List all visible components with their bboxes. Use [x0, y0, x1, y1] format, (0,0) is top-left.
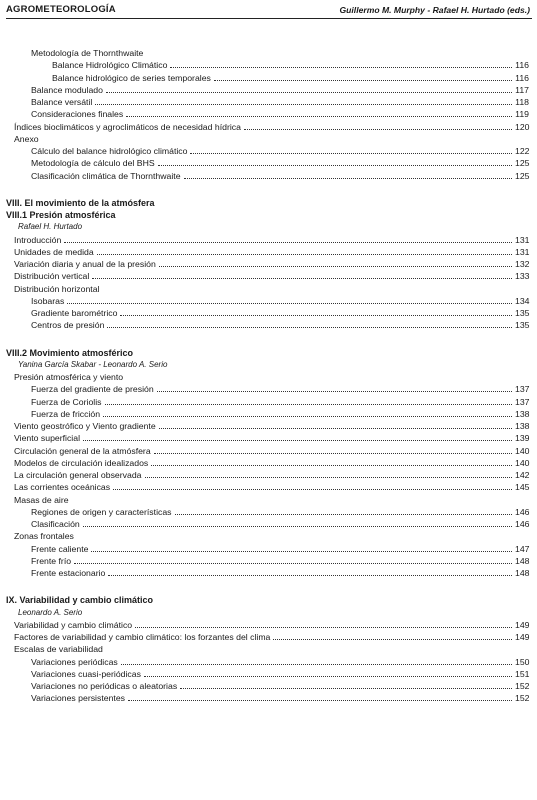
- dot-leader: [190, 153, 512, 154]
- toc-page-number: 152: [515, 693, 530, 704]
- dot-leader: [128, 700, 512, 701]
- dot-leader: [159, 266, 512, 267]
- toc-entry-label: Índices bioclimáticos y agroclimáticos de necesidad hídrica: [14, 121, 241, 132]
- dot-leader: [145, 477, 513, 478]
- toc-page-number: 146: [515, 506, 530, 517]
- toc-group-label: Anexo: [14, 133, 39, 144]
- toc-row: [0, 246, 537, 258]
- toc-group-label: Distribución horizontal: [14, 283, 100, 294]
- dot-leader: [107, 327, 512, 328]
- toc-row: [0, 383, 537, 395]
- toc-page-number: 116: [515, 72, 529, 83]
- toc-row: [0, 668, 537, 680]
- toc-group-label: Escalas de variabilidad: [14, 644, 103, 655]
- toc-page-number: 149: [515, 619, 530, 630]
- dot-leader: [184, 178, 512, 179]
- toc-entry[interactable]: [31, 692, 529, 704]
- toc-entry-label: Clasificación climática de Thornthwaite: [31, 170, 181, 181]
- dot-leader: [159, 428, 512, 429]
- toc-entry[interactable]: [31, 408, 529, 420]
- toc-entry-label: Frente frío: [31, 555, 72, 566]
- toc-row: [0, 481, 537, 493]
- toc-entry[interactable]: [31, 84, 529, 96]
- toc-row: [0, 692, 537, 704]
- toc-entry[interactable]: [14, 619, 529, 631]
- toc-page-number: 149: [515, 632, 530, 642]
- toc-row: [0, 567, 537, 579]
- toc-page-number: 150: [515, 656, 530, 667]
- toc-entry-label: Variaciones cuasi-periódicas: [31, 668, 141, 679]
- chapter-heading[interactable]: IX. Variabilidad y cambio climático: [6, 595, 154, 606]
- toc-entry-label: Frente estacionario: [31, 568, 106, 578]
- toc-entry[interactable]: [31, 145, 529, 157]
- toc-page-number: 152: [515, 681, 530, 691]
- dot-leader: [151, 465, 512, 466]
- toc-entry[interactable]: [31, 396, 529, 408]
- dot-leader: [180, 688, 512, 689]
- dot-leader: [74, 563, 512, 564]
- toc-entry-label: Circulación general de la atmósfera: [14, 445, 151, 456]
- dot-leader: [126, 116, 512, 117]
- toc-entry-label: Variación diaria y anual de la presión: [14, 259, 156, 269]
- toc-entry-label: Metodología de cálculo del BHS: [31, 158, 155, 169]
- toc-entry-label: Unidades de medida: [14, 246, 94, 257]
- dot-leader: [106, 92, 512, 93]
- toc-page-number: 137: [515, 384, 530, 395]
- toc-entry[interactable]: [14, 234, 529, 246]
- dot-leader: [91, 551, 512, 552]
- toc-row: [0, 59, 537, 71]
- toc-page-number: 140: [515, 445, 530, 456]
- toc-entry[interactable]: [31, 555, 529, 567]
- toc-row: [0, 530, 537, 542]
- toc-entry[interactable]: [31, 96, 529, 108]
- toc-page-number: 137: [515, 396, 530, 407]
- toc-entry[interactable]: [14, 469, 529, 481]
- toc-group-label: Presión atmosférica y viento: [14, 372, 124, 382]
- toc-row: [0, 396, 537, 408]
- toc-row: [0, 469, 537, 481]
- toc-row: [0, 258, 537, 270]
- toc-group-label: Masas de aire: [14, 494, 69, 505]
- toc-entry-label: Regiones de origen y características: [31, 506, 172, 517]
- dot-leader: [158, 165, 512, 166]
- toc-row: [0, 96, 537, 108]
- toc-entry-label: Las corrientes oceánicas: [14, 482, 111, 493]
- toc-entry-label: Modelos de circulación idealizados: [14, 457, 149, 468]
- chapter-heading[interactable]: VIII.1 Presión atmosférica: [6, 210, 116, 220]
- toc-page-number: 142: [515, 470, 530, 480]
- dot-leader: [135, 627, 512, 628]
- toc-entry-label: Balance hidrológico de series temporales: [52, 72, 211, 83]
- toc-entry[interactable]: [31, 383, 529, 395]
- toc-row: [0, 408, 537, 420]
- toc-row: [0, 221, 537, 233]
- toc-page-number: 140: [515, 457, 530, 468]
- toc-page-number: 138: [515, 408, 530, 419]
- toc-row: [0, 518, 537, 530]
- toc-page-number: 122: [515, 146, 530, 156]
- dot-leader: [92, 278, 512, 279]
- toc-entry[interactable]: [14, 631, 529, 643]
- toc-entry-label: Fuerza de Coriolis: [31, 396, 102, 407]
- dot-leader: [83, 440, 512, 441]
- toc-entry[interactable]: [31, 157, 529, 169]
- dot-leader: [244, 129, 512, 130]
- toc-entry-label: Viento superficial: [14, 433, 81, 444]
- dot-leader: [95, 104, 512, 105]
- toc-page-number: 135: [515, 308, 530, 318]
- toc-entry[interactable]: [14, 270, 529, 282]
- dot-leader: [120, 315, 512, 316]
- dot-leader: [273, 639, 512, 640]
- toc-row: [0, 594, 537, 606]
- toc-entry[interactable]: [14, 258, 529, 270]
- toc-page-number: 119: [515, 109, 529, 120]
- toc-entry-label: Balance versátil: [31, 97, 93, 107]
- toc-row: [0, 84, 537, 96]
- toc-entry-label: Variabilidad y cambio climático: [14, 619, 133, 630]
- toc-entry[interactable]: [14, 420, 529, 432]
- dot-leader: [108, 575, 512, 576]
- toc-page-number: 120: [515, 121, 530, 132]
- toc-page-number: 134: [515, 295, 530, 306]
- toc-group-label: Metodología de Thornthwaite: [31, 48, 144, 58]
- toc-entry-label: Introducción: [14, 234, 62, 245]
- dot-leader: [97, 254, 512, 255]
- dot-leader: [154, 453, 512, 454]
- toc-row: [0, 295, 537, 307]
- toc-row: [0, 432, 537, 444]
- toc-entry[interactable]: [31, 319, 529, 331]
- toc-entry[interactable]: [31, 656, 529, 668]
- toc-row: [0, 209, 537, 221]
- toc-entry-label: Centros de presión: [31, 320, 105, 331]
- toc-entry-label: Frente caliente: [31, 543, 89, 554]
- toc-entry-label: Fuerza de fricción: [31, 408, 101, 419]
- toc-entry[interactable]: [31, 518, 529, 530]
- toc-entry-label: Distribución vertical: [14, 271, 90, 282]
- toc-entry-label: Variaciones persistentes: [31, 693, 126, 704]
- chapter-heading[interactable]: VIII. El movimiento de la atmósfera: [6, 197, 155, 208]
- toc-row: [0, 619, 537, 631]
- chapter-author: Rafael H. Hurtado: [18, 222, 83, 232]
- toc-entry[interactable]: [14, 432, 529, 444]
- toc-entry-label: La circulación general observada: [14, 470, 142, 480]
- toc-page-number: 117: [515, 84, 529, 95]
- toc-row: [0, 607, 537, 619]
- toc-row: [0, 108, 537, 120]
- toc-row: [0, 283, 537, 295]
- toc-group-label: Zonas frontales: [14, 531, 74, 542]
- toc-row: [0, 631, 537, 643]
- toc-row: [0, 121, 537, 133]
- toc-page-number: 138: [515, 421, 530, 431]
- dot-leader: [121, 664, 512, 665]
- toc-entry-label: Variaciones periódicas: [31, 656, 118, 667]
- toc-entry-label: Fuerza del gradiente de presión: [31, 384, 154, 395]
- toc-entry[interactable]: [52, 59, 529, 71]
- toc-page-number: 147: [515, 543, 530, 554]
- toc-entry-label: Balance Hidrológico Climático: [52, 60, 168, 71]
- toc-page-number: 135: [515, 320, 530, 331]
- toc-page-number: 116: [515, 60, 529, 71]
- toc-entry[interactable]: [31, 680, 529, 692]
- toc-row: [0, 555, 537, 567]
- dot-leader: [103, 416, 512, 417]
- toc-row: [0, 543, 537, 555]
- toc-entry[interactable]: [14, 481, 529, 493]
- toc-entry[interactable]: [31, 170, 529, 182]
- toc-entry[interactable]: [31, 295, 529, 307]
- toc-row: [0, 234, 537, 246]
- toc-entry-label: Gradiente barométrico: [31, 308, 118, 318]
- dot-leader: [67, 303, 512, 304]
- toc-entry[interactable]: [14, 246, 529, 258]
- toc-entry[interactable]: [31, 307, 529, 319]
- toc-entry[interactable]: [31, 506, 529, 518]
- toc-row: [0, 445, 537, 457]
- toc-row: [0, 656, 537, 668]
- toc-row: [0, 457, 537, 469]
- chapter-author: Leonardo A. Serio: [18, 607, 83, 617]
- toc-row: [0, 680, 537, 692]
- toc-page-number: 145: [515, 482, 530, 493]
- toc-entry-label: Consideraciones finales: [31, 109, 124, 120]
- toc-entry[interactable]: [14, 121, 529, 133]
- chapter-heading[interactable]: VIII.2 Movimiento atmosférico: [6, 347, 134, 358]
- toc-entry-label: Variaciones no periódicas o aleatorias: [31, 681, 178, 691]
- dot-leader: [64, 242, 512, 243]
- toc-entry[interactable]: [31, 108, 529, 120]
- toc-row: [0, 133, 537, 145]
- toc-entry-label: Isobaras: [31, 295, 65, 306]
- toc-page-number: 118: [515, 97, 529, 107]
- dot-leader: [113, 489, 512, 490]
- toc-page-number: 148: [515, 555, 530, 566]
- dot-leader: [175, 514, 512, 515]
- toc-page-number: 125: [515, 170, 530, 181]
- toc-page-number: 131: [515, 246, 530, 257]
- toc-row: [0, 347, 537, 359]
- toc-entry-label: Balance modulado: [31, 84, 103, 95]
- toc-row: [0, 47, 537, 59]
- toc-page-number: 148: [515, 568, 530, 578]
- toc-row: [0, 270, 537, 282]
- toc-row: [0, 494, 537, 506]
- toc-row: [0, 359, 537, 371]
- toc-entry-label: Clasificación: [31, 519, 80, 529]
- toc-entry-label: Cálculo del balance hidrológico climático: [31, 146, 188, 156]
- toc-entry-label: Viento geostrófico y Viento gradiente: [14, 421, 156, 431]
- toc-entry[interactable]: [31, 567, 529, 579]
- toc-page-number: 125: [515, 158, 530, 169]
- toc-page-number: 151: [515, 668, 530, 679]
- running-head-title: AGROMETEOROLOGÍA: [6, 4, 116, 15]
- toc-row: [0, 72, 537, 84]
- toc-page-number: 146: [515, 519, 530, 529]
- toc-page-number: 139: [515, 433, 530, 444]
- toc-row: [0, 307, 537, 319]
- dot-leader: [105, 404, 513, 405]
- dot-leader: [83, 526, 512, 527]
- toc-row: [0, 170, 537, 182]
- toc-row: [0, 145, 537, 157]
- toc-row: [0, 157, 537, 169]
- toc-page-number: 131: [515, 234, 530, 245]
- toc-row: [0, 319, 537, 331]
- dot-leader: [170, 67, 512, 68]
- toc-entry[interactable]: [52, 72, 529, 84]
- toc-entry[interactable]: [31, 543, 529, 555]
- chapter-author: Yanina García Skabar - Leonardo A. Serio: [18, 359, 168, 369]
- toc-row: [0, 506, 537, 518]
- toc-row: [0, 371, 537, 383]
- toc-page-number: 132: [515, 259, 530, 269]
- running-head-editors: Guillermo M. Murphy - Rafael H. Hurtado (eds.): [339, 5, 530, 15]
- toc-entry[interactable]: [14, 457, 529, 469]
- dot-leader: [144, 676, 512, 677]
- toc-entry[interactable]: [14, 445, 529, 457]
- toc-entry-label: Factores de variabilidad y cambio climático: los forzantes del clima: [14, 632, 271, 642]
- dot-leader: [157, 391, 512, 392]
- dot-leader: [214, 80, 512, 81]
- toc-entry[interactable]: [31, 668, 529, 680]
- toc-row: [0, 643, 537, 655]
- toc-page-number: 133: [515, 271, 530, 282]
- toc-row: [0, 420, 537, 432]
- toc-row: [0, 197, 537, 209]
